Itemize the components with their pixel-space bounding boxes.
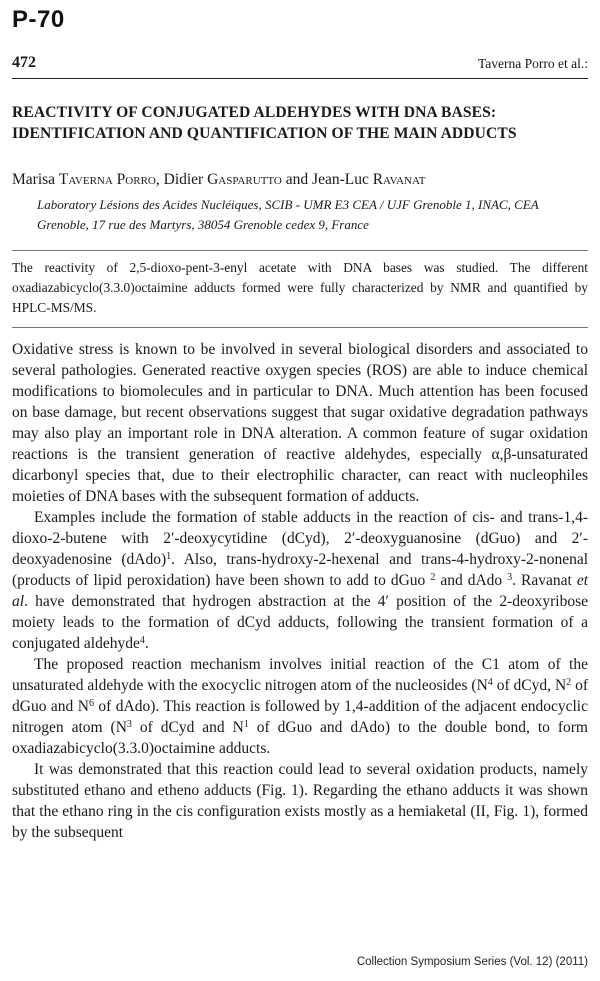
author-last-name: Ravanat <box>372 171 426 188</box>
author-separator: , <box>155 171 164 188</box>
author-first-name: Didier <box>163 171 204 188</box>
author-first-name: Jean-Luc <box>312 171 369 188</box>
author-list <box>12 171 425 189</box>
poster-id: P-70 <box>12 6 65 33</box>
body-text <box>12 339 588 843</box>
body-paragraph: The proposed reaction mechanism involves initial reaction of the C1 atom of the unsaturated aldehyde with the exocyclic nitrogen atom of the nucleosides ($N^4$ of dCyd, $N^2$ of dGuo and $N^6$ of dAdo). This reaction is followed by 1,4-addition of the adjacent endocyclic nitrogen atom ($N^3$ of dCyd and $N^1$ of dGuo and dAdo) to the double bond, to form oxadiazabicyclo(3.3.0)octaimine adducts. <box>12 656 588 757</box>
abstract-top-rule <box>12 250 588 251</box>
abstract: The reactivity of 2,5-dioxo-pent-3-enyl acetate with DNA bases was studied. The different oxadiazabicyclo(3.3.0)octaimine adducts formed were fully characterized by NMR and quantified by HPLC-MS/MS. <box>12 260 588 315</box>
author-and: and <box>281 171 313 188</box>
author-first-name: Marisa <box>12 171 56 188</box>
author-last-name: Gasparutto <box>207 171 282 188</box>
footer-citation: Collection Symposium Series (Vol. 12) (2011) <box>356 956 588 968</box>
article-title: REACTIVITY OF CONJUGATED ALDEHYDES WITH DNA BASES: IDENTIFICATION AND QUANTIFICATION OF THE MAIN ADDUCTS <box>12 104 517 142</box>
abstract-bottom-rule <box>12 327 588 328</box>
body-paragraph: Examples include the formation of stable adducts in the reaction of cis- and trans-1,4-dioxo-2-butene with 2′-deoxycytidine (dCyd), 2′-deoxyguanosine (dGuo) and 2′-deoxyadenosine (dAdo)$^1$. Also, trans-hydroxy-2-hexenal and trans-4-hydroxy-2-nonenal (products of lipid peroxidation) have been shown to add to dGuo $^2$ and dAdo $^3$. Ravanat et al. have demonstrated that hydrogen abstraction at the 4′ position of the 2-deoxyribose moiety leads to the formation of dCyd adducts, following the transient formation of a conjugated aldehyde$^4$. <box>12 509 589 652</box>
body-paragraph: It was demonstrated that this reaction could lead to several oxidation products, namely substituted ethano and etheno adducts (Fig. 1). Regarding the ethano adducts it was shown that the ethano ring in the cis configuration exists mostly as a hemiaketal (II, Fig. 1), formed by the subsequent <box>12 761 588 841</box>
page-number: 472 <box>12 54 36 71</box>
body-paragraph: Oxidative stress is known to be involved in several biological disorders and associated to several pathologies. Generated reactive oxygen species (ROS) are able to induce chemical modifications to biomolecules and in particular to DNA. Much attention has been focused on base damage, but recent observations suggest that sugar oxidative degradation pathways may also play an important role in DNA alteration. A common feature of sugar oxidation reactions is the transient generation of reactive aldehydes, especially α,β-unsaturated dicarbonyl species that, due to their electrophilic character, can react with nucleophiles moieties of DNA bases with the subsequent formation of adducts. <box>12 341 588 505</box>
author-last-name: Taverna Porro <box>58 171 156 188</box>
header-rule <box>12 78 588 79</box>
running-head: Taverna Porro et al.: <box>477 56 588 71</box>
affiliation: Laboratory Lésions des Acides Nucléiques, SCIB - UMR E3 CEA / UJF Grenoble 1, INAC, CEA Grenoble, 17 rue des Martyrs, 38054 Grenoble cedex 9, France <box>37 197 539 232</box>
